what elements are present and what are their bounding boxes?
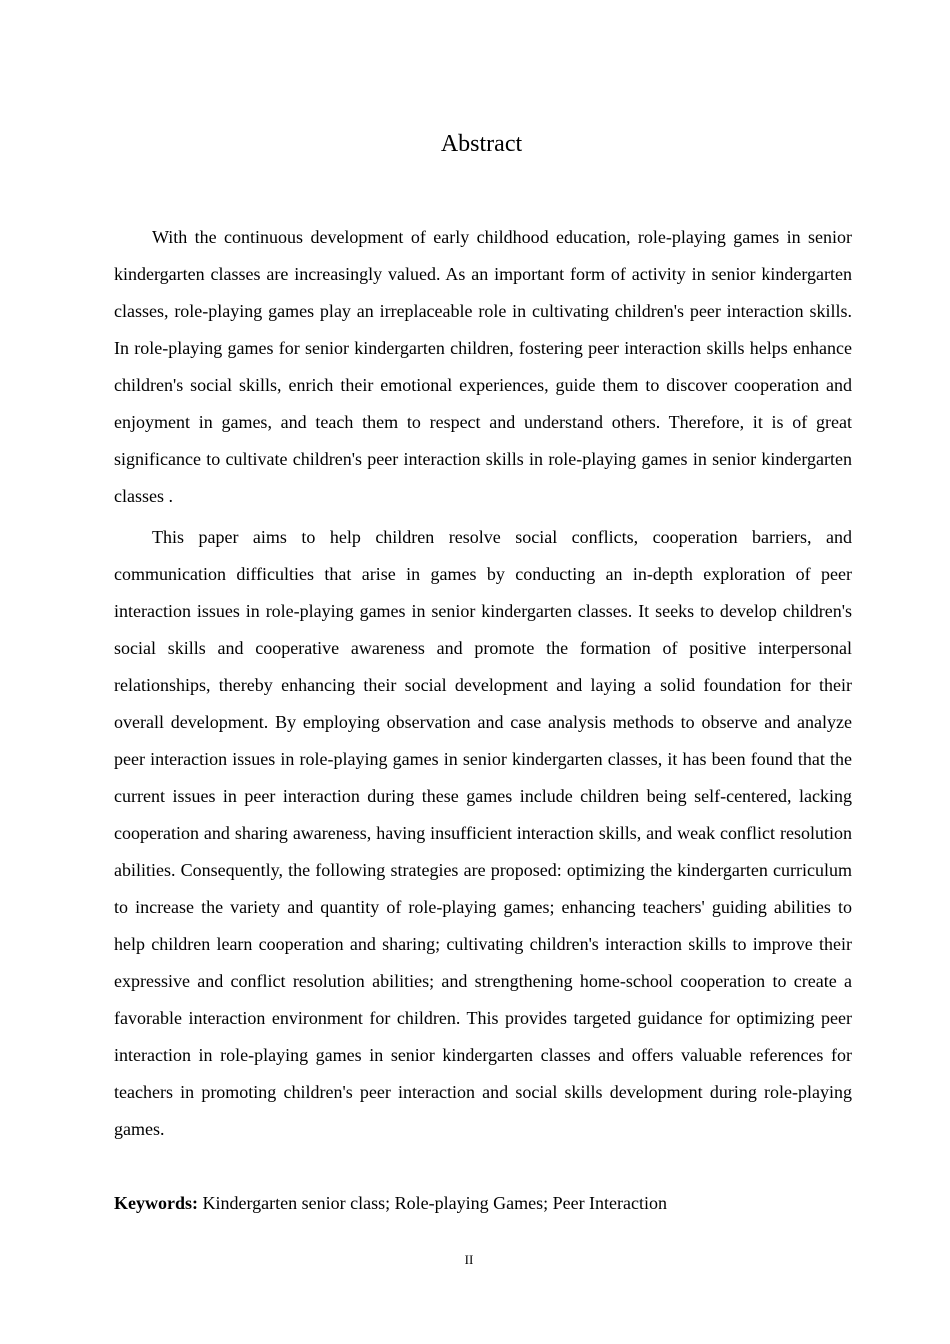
abstract-paragraph-1: With the continuous development of early childhood education, role-playing games in senior kindergarten classes are increasingly valued. As an important form of activity in senior kindergarten classes, role-playing games play an irreplaceable role in cultivating children's peer interaction skills. In role-playing games for senior kindergarten children, fostering peer interaction skills helps enhance children's social skills, enrich their emotional experiences, guide them to discover cooperation and enjoyment in games, and teach them to respect and understand others. Therefore, it is of great significance to cultivate children's peer interaction skills in role-playing games in senior kindergarten classes . xyxy=(114,227,852,506)
abstract-paragraph-2: This paper aims to help children resolve social conflicts, cooperation barriers, and communication difficulties that arise in games by conducting an in-depth exploration of peer interaction issues in role-playing games in senior kindergarten classes. It seeks to develop children's social skills and cooperative awareness and promote the formation of positive interpersonal relationships, thereby enhancing their social development and laying a solid foundation for their overall development. By employing observation and case analysis methods to observe and analyze peer interaction issues in role-playing games in senior kindergarten classes, it has been found that the current issues in peer interaction during these games include children being self-centered, lacking cooperation and sharing awareness, having insufficient interaction skills, and weak conflict resolution abilities. Consequently, the following strategies are proposed: optimizing the kindergarten curriculum to increase the variety and quantity of role-playing games; enhancing teachers' guiding abilities to help children learn cooperation and sharing; cultivating children's interaction skills to improve their expressive and conflict resolution abilities; and strengthening home-school cooperation to create a favorable interaction environment for children. This provides targeted guidance for optimizing peer interaction in role-playing games in senior kindergarten classes and offers valuable references for teachers in promoting children's peer interaction and social skills development during role-playing games. xyxy=(114,527,852,1139)
abstract-body xyxy=(114,219,852,1148)
keywords-text: Kindergarten senior class; Role-playing Games; Peer Interaction xyxy=(202,1193,668,1213)
keywords-line xyxy=(114,1188,852,1218)
keywords-label: Keywords: xyxy=(114,1193,198,1213)
page-number: II xyxy=(464,1252,474,1267)
page-title: Abstract xyxy=(440,131,523,157)
